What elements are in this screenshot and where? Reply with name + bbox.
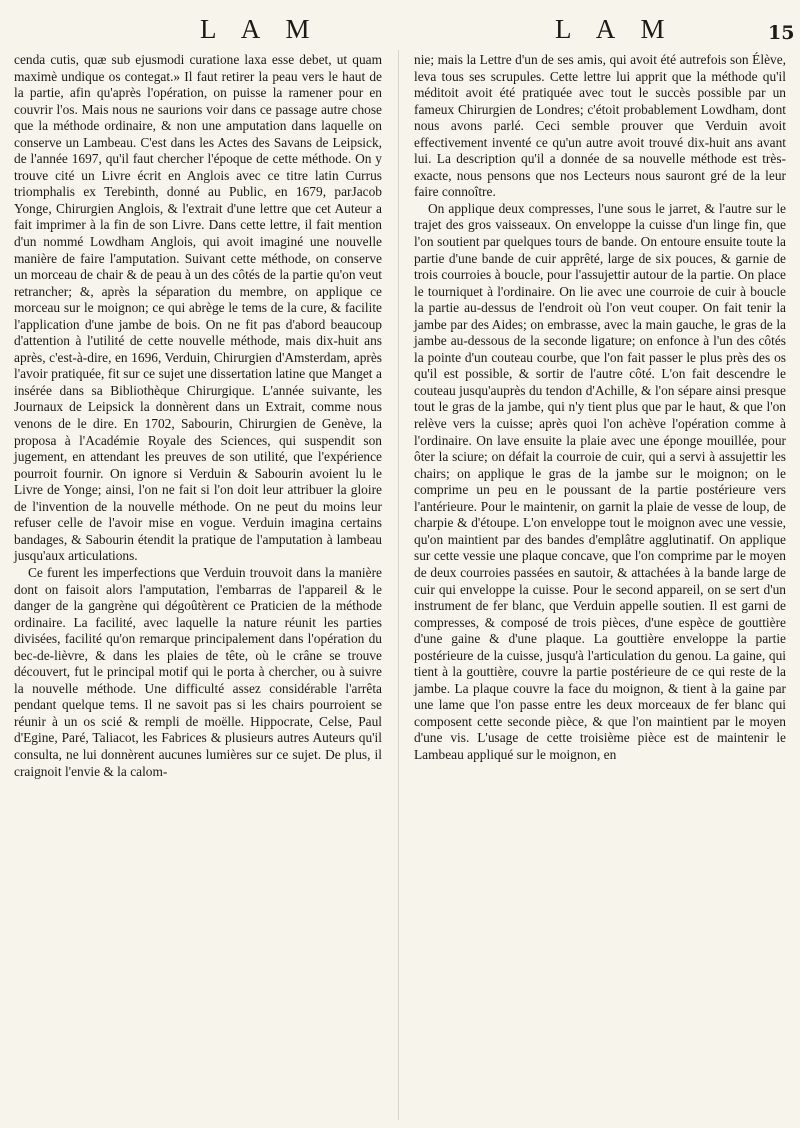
right-column — [414, 52, 786, 764]
right-paragraph-2: On applique deux compresses, l'une sous le jarret, & l'autre sur le trajet des gros vaisseaux. On enveloppe la cuisse d'un linge fin, que l'on soutient par quelques tours de bande. On entoure ensuite toute la partie d'une bande de cuir apprêté, large de six pouces, & garnie de trois courroies à boucle, pour l'assujettir autour de la partie. On place le tourniquet à l'ordinaire. On lie avec une courroie de cuir à boucle la partie au-dessus de l'endroit où l'on veut couper. On fait tenir la jambe par des Aides; on embrasse, avec la main gauche, le gras de la jambe au-dessous de la seconde ligature; on enfonce à l'un des côtés la pointe d'un couteau courbe, que l'on fait passer le plus près des os qu'il est possible, & sortir de l'autre côté. L'on fait descendre le couteau jusqu'auprès du tendon d'Achille, & l'on sépare ainsi presque tout le gras de la jambe, qui n'y tient plus que par le haut, & que l'on relève vers la cuisse; après quoi l'on achève l'opération comme à l'ordinaire. On lave ensuite la plaie avec une éponge mouillée, pour ôter la sciure; on défait la courroie de cuir, qui a servi à assujettir les chairs; on applique le gras de la jambe sur le moignon; on le comprime un peu en le poussant de la partie postérieure vers l'antérieure. Pour le maintenir, on garnit la plaie de vesse de loup, de charpie & d'étoupe. L'on enveloppe tout le moignon avec une vessie, qu'on maintient par des bandes d'emplâtre agglutinatif. On applique sur cette vessie une plaque concave, que l'on comprime par le moyen de deux courroies passées en sautoir, & attachées à la bande large de cuir qui enveloppe la cuisse. Pour le second appareil, on se sert d'un instrument de fer blanc, que Verduin appelle soutien. Il est garni de compresses, & composé de trois pièces, d'une espèce de gouttière d'une gaine & d'une plaque. La gouttière enveloppe la partie postérieure de la cuisse, jusqu'à l'articulation du genou. La gaine, qui tient à la gouttière, couvre la partie postérieure de ce qui reste de la jambe. La plaque couvre la face du moignon, & tient à la gaine par une lame que l'on passe entre les deux morceaux de fer blanc qui composent cette seconde pièce, & que l'on maintient par le moyen d'une vis. L'usage de cette troisième pièce est de maintenir le Lambeau appliqué sur le moignon, en — [414, 200, 786, 762]
page-number: 15 — [768, 22, 795, 44]
running-head-left: L A M — [200, 14, 320, 44]
running-head-right: L A M — [555, 14, 675, 44]
column-divider — [398, 50, 399, 1120]
left-paragraph-2: Ce furent les imperfections que Verduin trouvoit dans la manière dont on faisoit alors l'amputation, l'embarras de l'appareil & le danger de la gangrène qui dégoûtèrent ce Praticien de la méthode ordinaire. La facilité, avec laquelle la nature réunit les parties divisées, facilité qu'on remarque principalement dans l'opération du bec-de-lièvre, & dans les plaies de tête, où le crâne se trouve découvert, fut le principal motif qui le porta à chercher, ou à suivre la nouvelle méthode. Une difficulté assez considérable l'arrêta pendant quelque tems. Il ne savoit pas si les chairs pourroient se réunir à un os scié & rempli de moëlle. Hippocrate, Celse, Paul d'Egine, Paré, Taliacot, les Fabrices & plusieurs autres Auteurs qu'il consulta, ne lui donnèrent aucunes lumières sur ce sujet. De plus, il craignoit l'envie & la calom- — [14, 564, 382, 779]
right-paragraph-1: nie; mais la Lettre d'un de ses amis, qui avoit été autrefois son Élève, leva tous ses scrupules. Cette lettre lui apprit que la méthode qu'il méditoit avoit été pratiquée avec tout le succès possible par un fameux Chirurgien de Londres; c'étoit probablement Lowdham, dont nous avons parlé. Ceci semble prouver que Verduin avoit effectivement inventé ce qu'un autre avoit trouvé dix-huit ans avant lui. La description qu'il a donnée de sa nouvelle méthode est très-exacte, nous pensons que nos Lecteurs nous sauront gré de la leur faire connoître. — [414, 52, 786, 200]
left-paragraph-1: cenda cutis, quæ sub ejusmodi curatione laxa esse debet, ut quam maximè undique os contegat.» Il faut retirer la peau vers le haut de la partie, afin qu'après l'opération, on puisse la ramener pour en couvrir l'os. Mais nous ne saurions voir dans ce passage autre chose que la méthode ordinaire, & non une amputation dans laquelle on conserve un Lambeau. C'est dans les Actes des Savans de Leipsick, de l'année 1697, qu'il faut chercher l'époque de cette méthode. On y trouve cité un Livre écrit en Anglois avec ce titre latin Currus triomphalis ex Terebinth, donné au Public, en 1679, parJacob Yonge, Chirurgien Anglois, & l'extrait d'une lettre que cet Auteur a fait imprimer à la fin de son Livre. Dans cette lettre, il fait mention d'un nommé Lowdham Anglois, qui avoit imaginé une nouvelle manière de faire l'amputation. Suivant cette méthode, on conserve un morceau de chair & de peau à un des côtés de la partie qu'on veut retrancher; &, après la séparation du membre, on applique ce morceau sur le moignon; ce qui abrège le tems de la cure, & facilite l'application d'une jambe de bois. On ne fit pas d'abord beaucoup d'attention à l'utilité de cette nouvelle méthode, mais dix-huit ans après, c'est-à-dire, en 1696, Verduin, Chirurgien d'Amsterdam, après l'avoir pratiquée, fit sur ce sujet une dissertation latine que Manget a insérée dans sa Bibliothèque Chirurgique. L'année suivante, les Journaux de Leipsick la donnèrent dans un Extrait, comme nous venons de le dire. En 1702, Sabourin, Chirurgien de Genève, la proposa à l'Académie Royale des Sciences, qui suspendit son jugement, en attendant les preuves de son utilité, que l'expérience pourroit fournir. On ignore si Verduin & Sabourin avoient lu le Livre de Yonge; ainsi, l'on ne fait si l'on doit leur attribuer la gloire de l'invention de la nouvelle méthode. On ne peut du moins leur refuser celle de l'avoir mise en vogue. Verduin imagina certains bandages, & Sabourin étendit la pratique de l'amputation à lambeau jusqu'aux articulations. — [14, 52, 382, 564]
left-column — [14, 52, 382, 780]
page-header — [0, 6, 800, 46]
